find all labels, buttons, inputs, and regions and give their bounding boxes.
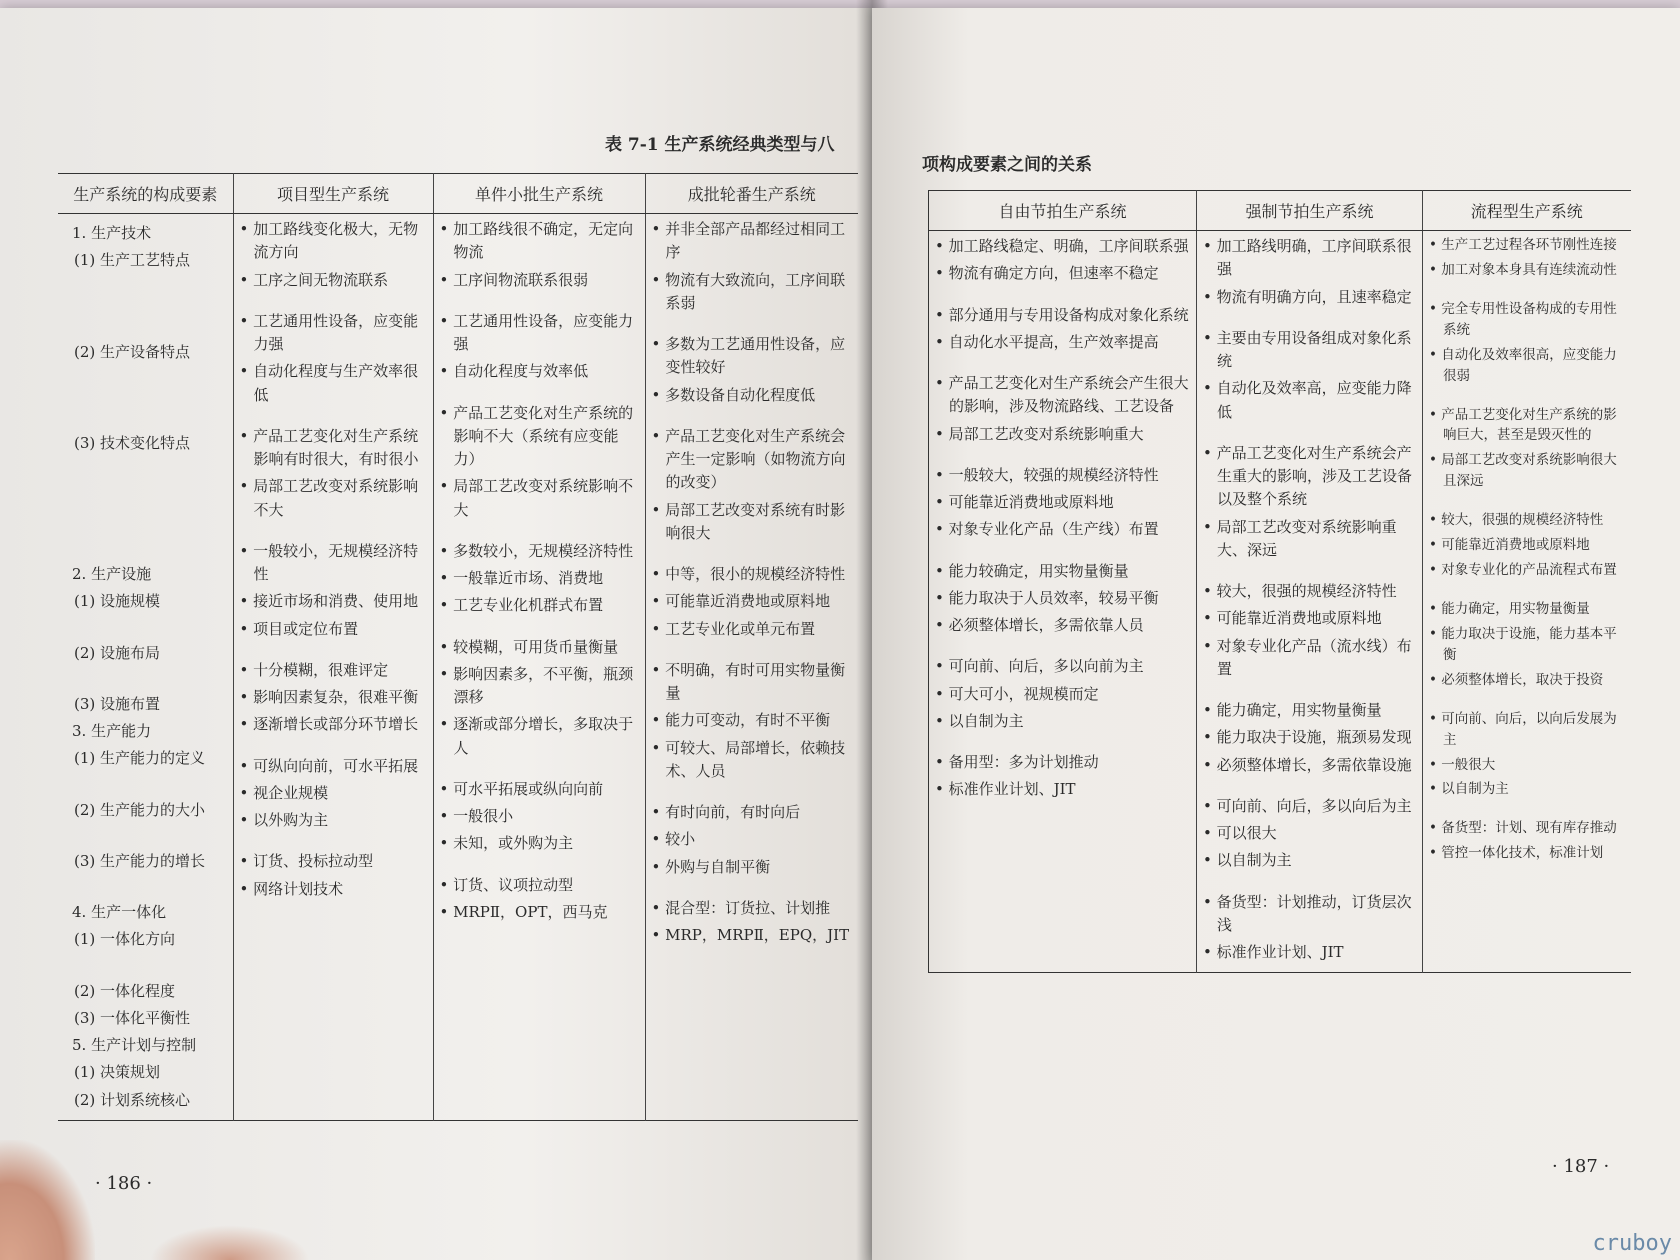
cell-bullet-item: • 必须整体增长，取决于投资 — [1429, 671, 1604, 688]
watermark: cruboy — [1592, 1231, 1672, 1256]
forced-column — [1197, 231, 1423, 973]
cell-bullet-item: • 局部工艺改变对系统影响重大 — [935, 424, 1144, 443]
header-elements: 生产系统的构成要素 — [58, 174, 233, 214]
cell-bullet-item: • 物流有确定方向，但速率不稳定 — [935, 264, 1159, 283]
cell-bullet-item: • 可向前、向后，以向后发展为主 — [1429, 710, 1617, 748]
section-gap — [1429, 285, 1625, 299]
cell-bullet-item: • 并非全部产品都经过相同工序 — [651, 220, 846, 262]
single-column — [433, 214, 645, 1121]
cell-bullet-item: • 可水平拓展或纵向向前 — [439, 779, 604, 798]
cell-bullet-item: • 局部工艺改变对系统影响重大、深远 — [1203, 517, 1397, 559]
element-label: 3. 生产能力 — [72, 722, 152, 740]
section-gap — [440, 860, 639, 874]
cell-bullet-item: • 加工对象本身具有连续流动性 — [1429, 261, 1617, 278]
cell-bullet-item: • 产品工艺变化对生产系统的影响不大（系统有应变能力） — [439, 403, 634, 468]
section-gap — [1429, 496, 1625, 510]
cell-bullet-item: • 工艺通用性设备，应变能力强 — [239, 311, 419, 353]
cell-bullet-item: • 必须整体增长，多需依靠设施 — [1203, 755, 1412, 774]
section-gap — [240, 741, 427, 755]
cell-bullet-item: • 一般靠近市场、消费地 — [439, 569, 604, 587]
cell-bullet-item: • 加工路线稳定、明确，工序间联系强 — [935, 237, 1189, 255]
cell-bullet-item: • 多数为工艺通用性设备，应变性较好 — [651, 335, 846, 377]
section-gap — [1203, 685, 1416, 699]
cell-bullet-item: • 以自制为主 — [935, 711, 1024, 730]
cell-bullet-item: • 局部工艺改变对系统影响不大 — [439, 477, 634, 519]
cell-bullet-item: • MRP，MRPⅡ，EPQ，JIT — [651, 926, 850, 944]
cell-bullet-item: • 物流有大致流向，工序间联系弱 — [651, 270, 846, 312]
element-label: (1) 生产能力的定义 — [74, 749, 206, 768]
cell-bullet-item: • MRPⅡ，OPT，西马克 — [439, 902, 608, 921]
cell-bullet-item: • 可能靠近消费地或原料地 — [651, 592, 831, 611]
cell-bullet-item: • 管控一体化技术，标准计划 — [1429, 845, 1604, 862]
cell-bullet-item: • 订货、投标拉动型 — [239, 852, 374, 871]
section-gap — [240, 836, 427, 850]
cell-bullet-item: • 多数较小，无规模经济特性 — [439, 541, 634, 560]
section-gap — [240, 296, 427, 310]
section-gap — [935, 358, 1190, 372]
cell-bullet-item: • 标准作业计划、JIT — [935, 780, 1076, 799]
section-gap — [1429, 695, 1625, 709]
cell-bullet-item: • 自动化程度与生产效率很低 — [239, 362, 419, 404]
cell-bullet-item: • 生产工艺过程各环节刚性连接 — [1429, 237, 1617, 253]
cell-bullet-item: • 一般很小 — [439, 807, 514, 825]
header-batch: 成批轮番生产系统 — [645, 174, 858, 214]
cell-bullet-item: • 可纵向向前，可水平拓展 — [239, 756, 419, 775]
cell-bullet-item: • 对象专业化产品（流水线）布置 — [1203, 636, 1412, 678]
cell-bullet-item: • 中等，很小的规模经济特性 — [651, 565, 846, 583]
page-number-left: · 186 · — [95, 1173, 153, 1194]
section-gap — [935, 290, 1190, 304]
cell-bullet-item: • 备货型：计划推动，订货层次浅 — [1203, 892, 1412, 934]
cell-bullet-item: • 十分模糊，很难评定 — [239, 660, 389, 679]
header-forced: 强制节拍生产系统 — [1197, 191, 1423, 231]
cell-bullet-item: • 逐渐或部分增长，多取决于人 — [439, 715, 634, 757]
cell-bullet-item: • 可能靠近消费地或原料地 — [1429, 537, 1590, 554]
element-label: (3) 一体化平衡性 — [74, 1008, 191, 1027]
section-gap — [440, 526, 639, 540]
section-gap — [652, 549, 853, 563]
cell-bullet-item: • 能力取决于设施，瓶颈易发现 — [1203, 728, 1412, 747]
cell-bullet-item: • 接近市场和消费、使用地 — [239, 592, 419, 611]
cell-bullet-item: • 以外购为主 — [239, 811, 329, 829]
cell-bullet-item: • 产品工艺变化对生产系统会产生很大的影响，涉及物流路线、工艺设备 — [935, 374, 1189, 416]
section-gap — [1429, 804, 1625, 818]
cell-bullet-item: • 可较大、局部增长，依赖技术、人员 — [651, 738, 846, 780]
element-label: (3) 生产能力的增长 — [74, 851, 206, 870]
section-gap — [440, 622, 639, 636]
section-gap — [1203, 566, 1416, 580]
cell-bullet-item: • 外购与自制平衡 — [651, 857, 771, 876]
cell-bullet-item: • 自动化程度与效率低 — [439, 362, 589, 381]
cell-bullet-item: • 对象专业化产品（生产线）布置 — [935, 520, 1159, 539]
element-label: 4. 生产一体化 — [72, 903, 167, 921]
cell-bullet-item: • 加工路线明确，工序间联系很强 — [1203, 237, 1412, 279]
section-gap — [652, 411, 853, 425]
section-gap — [1429, 391, 1625, 405]
cell-bullet-item: • 不明确，有时可用实物量衡量 — [651, 660, 846, 702]
cell-bullet-item: • 产品工艺变化对生产系统会产生一定影响（如物流方向的改变） — [651, 426, 846, 492]
section-gap — [652, 319, 853, 333]
table-left — [58, 173, 858, 1121]
cell-bullet-item: • 标准作业计划、JIT — [1203, 943, 1344, 961]
cell-bullet-item: • 较模糊，可用货币量衡量 — [439, 637, 619, 656]
cell-bullet-item: • 主要由专用设备组成对象化系统 — [1203, 328, 1412, 370]
cell-bullet-item: • 能力确定，用实物量衡量 — [1429, 600, 1590, 617]
cell-bullet-item: • 加工路线变化极大，无物流方向 — [239, 220, 419, 262]
cell-bullet-item: • 能力取决于设施，能力基本平衡 — [1429, 625, 1617, 663]
table-right — [928, 190, 1631, 973]
batch-column — [645, 214, 858, 1121]
process-column — [1423, 231, 1631, 973]
cell-bullet-item: • 未知，或外购为主 — [439, 834, 574, 853]
cell-bullet-item: • 备货型：计划、现有库存推动 — [1429, 820, 1617, 837]
cell-bullet-item: • 以自制为主 — [1429, 781, 1509, 798]
element-label: (1) 一体化方向 — [74, 930, 176, 949]
element-label: (3) 设施布置 — [74, 694, 161, 713]
cell-bullet-item: • 备用型：多为计划推动 — [935, 753, 1099, 771]
cell-bullet-item: • 工序之间无物流联系 — [239, 270, 389, 289]
header-process: 流程型生产系统 — [1423, 191, 1631, 231]
cell-bullet-item: • 能力确定，用实物量衡量 — [1203, 701, 1382, 719]
cell-bullet-item: • 影响因素多，不平衡，瓶颈漂移 — [439, 664, 634, 706]
cell-bullet-item: • 网络计划技术 — [239, 879, 344, 898]
cell-bullet-item: • 能力可变动，有时不平衡 — [651, 711, 831, 730]
cell-bullet-item: • 多数设备自动化程度低 — [651, 385, 816, 404]
section-gap — [440, 764, 639, 778]
element-label: (1) 设施规模 — [74, 592, 161, 611]
cell-bullet-item: • 较小 — [651, 830, 696, 849]
cell-bullet-item: • 影响因素复杂，很难平衡 — [239, 688, 419, 706]
cell-bullet-item: • 可大可小，视规模而定 — [935, 684, 1099, 703]
cell-bullet-item: • 较大，很强的规模经济特性 — [1203, 582, 1397, 600]
cell-bullet-item: • 可能靠近消费地或原料地 — [1203, 609, 1382, 628]
section-gap — [935, 737, 1190, 751]
cell-bullet-item: • 项目或定位布置 — [239, 619, 359, 638]
cell-bullet-item: • 自动化水平提高，生产效率提高 — [935, 332, 1159, 351]
cell-bullet-item: • 可向前、向后，多以向后为主 — [1203, 796, 1412, 815]
section-gap — [1203, 781, 1416, 795]
element-label: (2) 生产能力的大小 — [74, 800, 206, 819]
cell-bullet-item: • 工艺专业化机群式布置 — [439, 596, 604, 615]
cell-bullet-item: • 逐渐增长或部分环节增长 — [239, 715, 419, 734]
element-label: (1) 决策规划 — [74, 1063, 161, 1082]
element-label: 2. 生产设施 — [72, 565, 152, 583]
cell-bullet-item: • 可能靠近消费地或原料地 — [935, 493, 1114, 511]
cell-bullet-item: • 必须整体增长，多需依靠人员 — [935, 616, 1144, 634]
right-page — [872, 8, 1680, 1260]
section-gap — [652, 787, 853, 801]
cell-bullet-item: • 对象专业化的产品流程式布置 — [1429, 562, 1617, 579]
section-gap — [935, 641, 1190, 655]
thumb-overlay — [150, 1225, 310, 1260]
section-gap — [440, 388, 639, 402]
cell-bullet-item: • 局部工艺改变对系统有时影响很大 — [651, 500, 846, 542]
cell-bullet-item: • 有时向前，有时向后 — [651, 803, 801, 821]
cell-bullet-item: • 产品工艺变化对生产系统影响有时很大，有时很小 — [239, 426, 419, 468]
header-free: 自由节拍生产系统 — [929, 191, 1197, 231]
element-label: (2) 设施布局 — [74, 643, 161, 662]
section-gap — [652, 883, 853, 897]
section-gap — [935, 450, 1190, 464]
left-page — [0, 8, 872, 1260]
element-label: 5. 生产计划与控制 — [72, 1036, 197, 1054]
cell-bullet-item: • 一般较小，无规模经济特性 — [239, 541, 419, 583]
page-number-right: · 187 · — [1552, 1156, 1610, 1177]
cell-bullet-item: • 自动化及效率高，应变能力降低 — [1203, 379, 1412, 421]
cell-bullet-item: • 局部工艺改变对系统影响不大 — [239, 477, 419, 519]
cell-bullet-item: • 视企业规模 — [239, 783, 329, 802]
cell-bullet-item: • 工艺通用性设备，应变能力强 — [439, 311, 634, 353]
cell-bullet-item: • 工序间物流联系很弱 — [439, 270, 589, 289]
cell-bullet-item: • 以自制为主 — [1203, 851, 1292, 870]
cell-bullet-item: • 能力取决于人员效率，较易平衡 — [935, 588, 1159, 607]
section-gap — [240, 526, 427, 540]
cell-bullet-item: • 工艺专业化或单元布置 — [651, 619, 816, 638]
cell-bullet-item: • 局部工艺改变对系统影响很大且深远 — [1429, 452, 1617, 490]
cell-bullet-item: • 加工路线很不确定，无定向物流 — [439, 220, 634, 262]
element-label: (1) 生产工艺特点 — [74, 251, 191, 270]
cell-bullet-item: • 一般较大，较强的规模经济特性 — [935, 465, 1159, 484]
table-title-left: 表 7-1 生产系统经典类型与八 — [605, 135, 835, 155]
cell-bullet-item: • 一般很大 — [1429, 756, 1496, 773]
element-label: (2) 计划系统核心 — [74, 1090, 191, 1109]
cell-bullet-item: • 订货、议项拉动型 — [439, 875, 574, 894]
cell-bullet-item: • 产品工艺变化对生产系统的影响巨大，甚至是毁灭性的 — [1429, 406, 1617, 444]
section-gap — [240, 645, 427, 659]
cell-bullet-item: • 产品工艺变化对生产系统会产生重大的影响，涉及工艺设备以及整个系统 — [1203, 443, 1413, 509]
free-column — [929, 231, 1197, 973]
cell-bullet-item: • 部分通用与专用设备构成对象化系统 — [935, 305, 1189, 324]
cell-bullet-item: • 完全专用性设备构成的专用性系统 — [1429, 300, 1617, 338]
element-label: (2) 一体化程度 — [74, 981, 176, 1000]
section-gap — [440, 296, 639, 310]
element-label: (3) 技术变化特点 — [74, 433, 191, 452]
section-gap — [240, 411, 427, 425]
element-label: (2) 生产设备特点 — [74, 342, 191, 361]
section-gap — [1429, 585, 1625, 599]
section-gap — [1203, 428, 1416, 442]
section-gap — [1203, 313, 1416, 327]
element-label: 1. 生产技术 — [72, 224, 152, 242]
cell-bullet-item: • 能力较确定，用实物量衡量 — [935, 561, 1129, 580]
cell-bullet-item: • 物流有明确方向，且速率稳定 — [1203, 287, 1412, 306]
section-gap — [935, 546, 1190, 560]
cell-bullet-item: • 可以很大 — [1203, 824, 1277, 842]
section-gap — [652, 645, 853, 659]
table-title-right: 项构成要素之间的关系 — [922, 155, 1092, 175]
header-single: 单件小批生产系统 — [433, 174, 645, 214]
header-project: 项目型生产系统 — [233, 174, 433, 214]
section-gap — [1203, 877, 1416, 891]
cell-bullet-item: • 较大，很强的规模经济特性 — [1429, 512, 1604, 529]
cell-bullet-item: • 自动化及效率很高，应变能力很弱 — [1429, 346, 1617, 384]
thumb-overlay — [0, 1140, 95, 1260]
elements-column — [58, 214, 233, 1121]
cell-bullet-item: • 混合型：订货拉、计划推 — [651, 898, 831, 917]
project-column — [233, 214, 433, 1121]
cell-bullet-item: • 可向前、向后，多以向前为主 — [935, 657, 1144, 676]
